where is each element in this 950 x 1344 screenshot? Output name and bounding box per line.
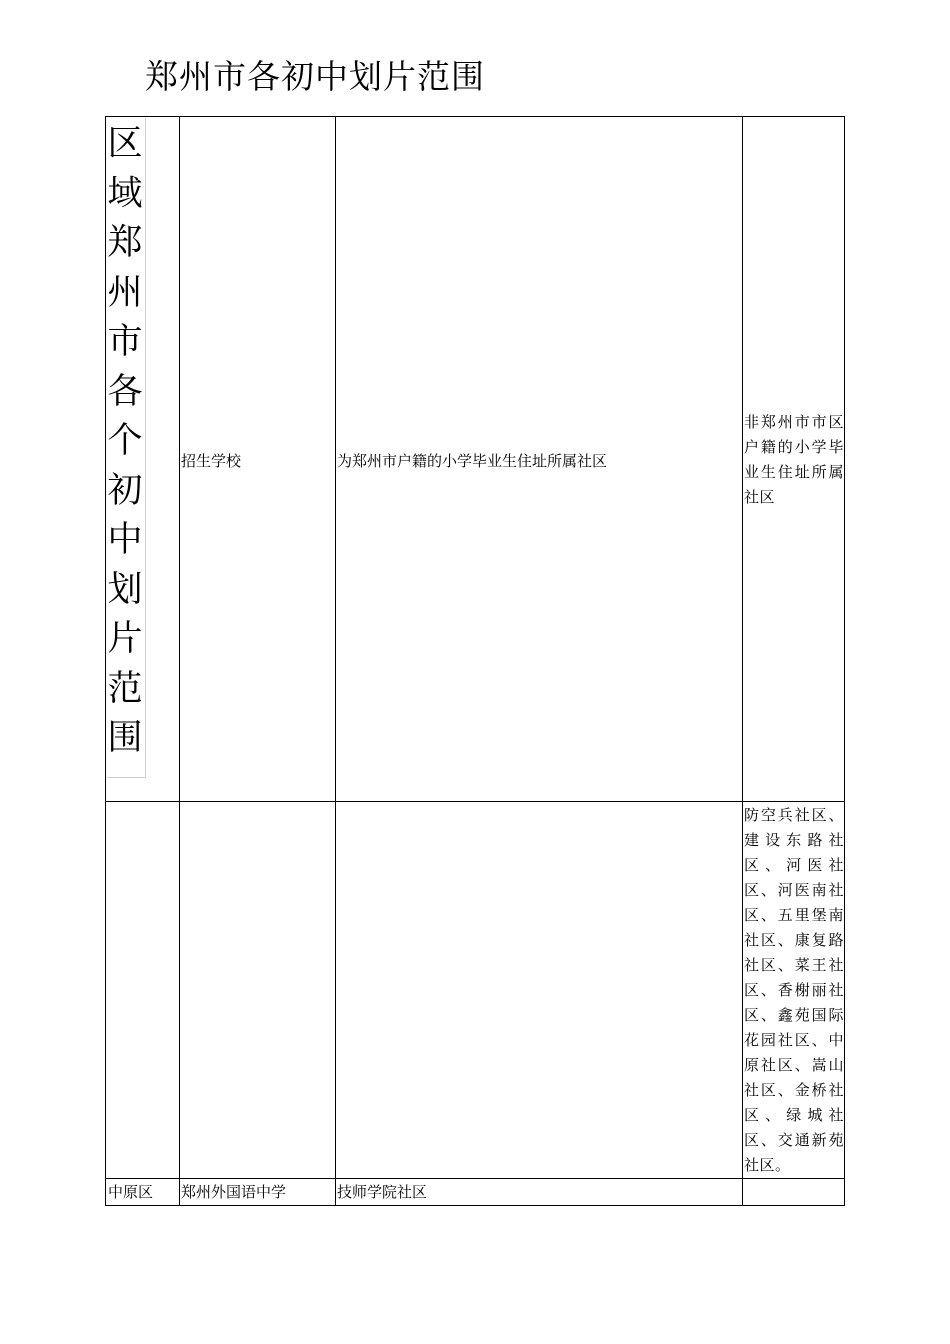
row2-cell-local-scope: 技师学院社区	[337, 1183, 428, 1201]
table-rule-bottom	[105, 1205, 845, 1206]
header-cell-region	[105, 116, 179, 801]
table-rule-col3	[742, 116, 743, 1206]
header-cell-school: 招生学校	[181, 452, 242, 470]
table-rule-col2	[335, 116, 336, 1206]
row2-cell-school: 郑州外国语中学	[181, 1183, 287, 1201]
header-cell-nonlocal-scope: 非郑州市市区户籍的小学毕业生住址所属社区	[744, 413, 844, 506]
row2-cell-region: 中原区	[108, 1183, 154, 1201]
table-rule-header-bottom	[105, 801, 845, 802]
district-table	[105, 116, 845, 1206]
header-region-text: 区域郑州市各个初中划片范围	[107, 124, 143, 758]
table-rule-right	[844, 116, 845, 1206]
table-rule-col1	[179, 116, 180, 1206]
table-rule-row1-bottom	[105, 1178, 845, 1179]
table-rule-top	[105, 116, 845, 117]
page-title: 郑州市各初中划片范围	[145, 57, 485, 96]
header-cell-local-scope: 为郑州市户籍的小学毕业生住址所属社区	[337, 452, 608, 470]
row1-cell-nonlocal-scope: 防空兵社区、建设东路社区、河医社区、河医南社区、五里堡南社区、康复路社区、菜王社区、香榭丽社区、鑫苑国际花园社区、中原社区、嵩山社区、金桥社区、绿城社区、交通新苑社区。	[744, 806, 844, 1174]
region-vertical-frame	[107, 118, 146, 778]
